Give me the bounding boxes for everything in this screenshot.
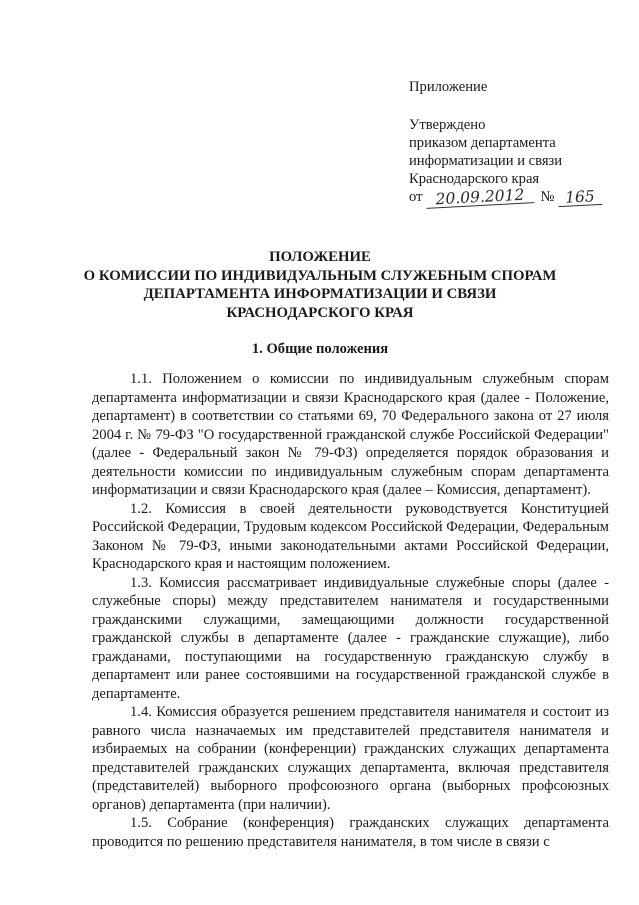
appendix-label: Приложение bbox=[409, 79, 488, 95]
paragraph-1-2: 1.2. Комиссия в своей деятельности руководствуется Конституцией Российской Федерации, Трудовым кодексом Российской Федерации, Федеральным Законом № 79-ФЗ, иными законодательными актами Российской Федерации, Краснодарского края и настоящим положением. bbox=[92, 500, 609, 572]
approved-label: Утверждено bbox=[409, 117, 486, 133]
paragraph-1-1: 1.1. Положением о комиссии по индивидуальным служебным спорам департамента информатизации и связи Краснодарского края (далее - Положение, департамент) в соответствии со статьями 69, 70 Федерального закона от 27 июля 2004 г. № 79-ФЗ "О государственной гражданской службе Российской Федерации" (далее - Федеральный закон № 79-ФЗ) определяется порядок образования и деятельности комиссии по индивидуальным служебным спорам департамента информатизации и связи Краснодарского края (далее – Комиссия, департамент). bbox=[92, 371, 609, 498]
handwritten-date: 20.09.2012 bbox=[426, 186, 535, 209]
document-body bbox=[92, 370, 609, 851]
approval-block bbox=[409, 78, 629, 209]
title-line-3: ДЕПАРТАМЕНТА ИНФОРМАТИЗАЦИИ И СВЯЗИ bbox=[143, 286, 497, 303]
title-line-2: О КОМИССИИ ПО ИНДИВИДУАЛЬНЫМ СЛУЖЕБНЫМ СПОРАМ bbox=[83, 267, 557, 284]
section-heading: 1. Общие положения bbox=[251, 341, 389, 357]
handwritten-order-number: 165 bbox=[558, 188, 603, 207]
paragraph-1-4: 1.4. Комиссия образуется решением представителя нанимателя и состоит из равного числа назначаемых им представителей представителя нанимателя и избираемых на собрании (конференции) гражданских служащих департамента представителей гражданских служащих департамента, включая представителя (представителей) выборного профсоюзного органа (выборных профсоюзных органов) департамента (при наличии). bbox=[92, 704, 609, 813]
paragraph-1-3: 1.3. Комиссия рассматривает индивидуальные служебные споры (далее - служебные споры) между представителем нанимателя и государственными гражданскими служащими, замещающими должности государственной гражданской службы в департаменте (далее - гражданские служащие), либо гражданами, поступающими на государственную гражданскую службу в департамент или ранее состоявшими на государственной гражданской службе в департаменте. bbox=[92, 574, 609, 702]
order-line-2: информатизации и связи bbox=[409, 153, 563, 169]
order-line-1: приказом департамента bbox=[409, 135, 556, 151]
title-line-1: ПОЛОЖЕНИЕ bbox=[269, 249, 371, 265]
order-line-3: Краснодарского края bbox=[409, 171, 540, 187]
paragraph-1-5: 1.5. Собрание (конференция) гражданских служащих департамента проводится по решению представителя нанимателя, в том числе в связи с bbox=[92, 815, 609, 850]
document-title bbox=[40, 248, 600, 322]
date-prefix: от bbox=[409, 189, 423, 205]
title-line-4: КРАСНОДАРСКОГО КРАЯ bbox=[226, 304, 414, 321]
number-sign: № bbox=[540, 189, 555, 205]
order-date-number-line bbox=[409, 185, 629, 209]
